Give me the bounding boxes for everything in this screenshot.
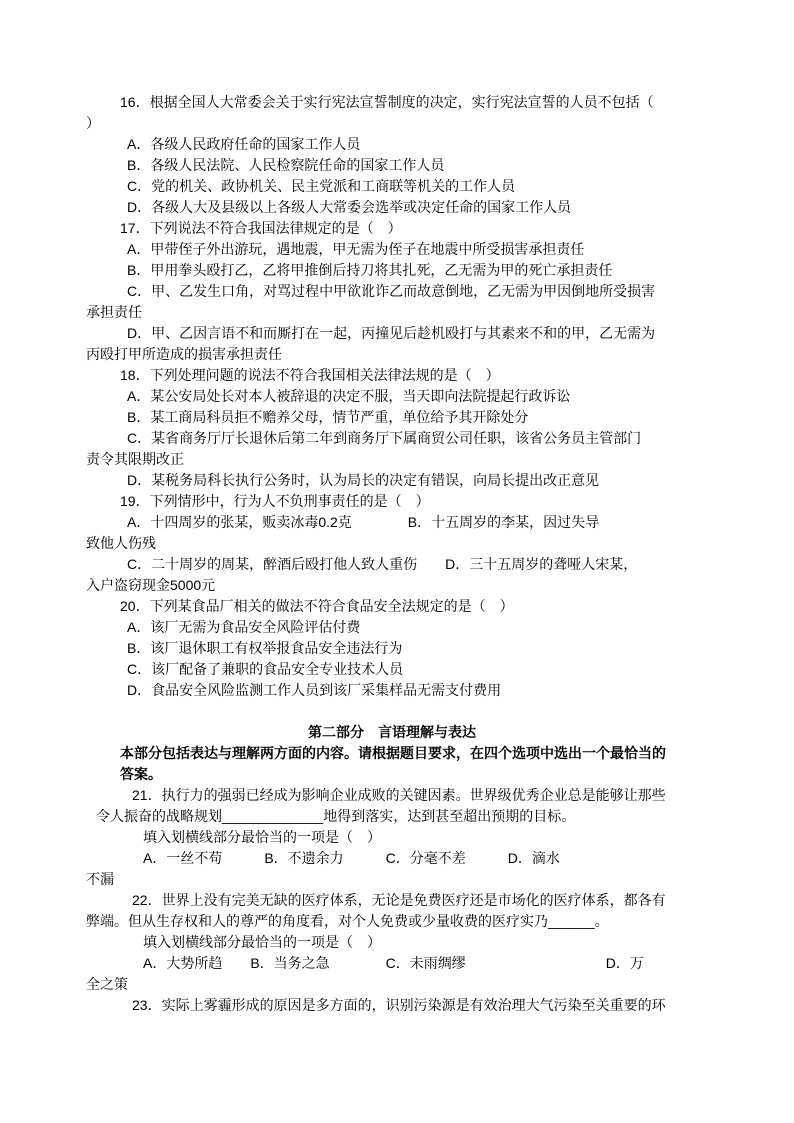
question-stem-line: 22．世界上没有完美无缺的医疗体系，无论是免费医疗还是市场化的医疗体系，都各有: [132, 892, 666, 908]
answer-option-line: D．某税务局科长执行公务时，认为局长的决定有错误，向局长提出改正意见: [127, 472, 600, 488]
answer-option-line: A．某公安局处长对本人被辞退的决定不服，当天即向法院提起行政诉讼: [127, 388, 571, 404]
blank-line: [86, 701, 698, 722]
answer-option-line: C．某省商务厅厅长退休后第二年到商务厅下属商贸公司任职，该省公务员主管部门: [127, 430, 642, 446]
answer-option-line: B．各级人民法院、人民检察院任命的国家工作人员: [127, 157, 445, 173]
answer-option-line: B．某工商局科员拒不赡养父母，情节严重，单位给予其开除处分: [127, 409, 529, 425]
question-stem-line: 17．下列说法不符合我国法律规定的是（ ）: [120, 220, 402, 236]
fill-blank-prompt-line: 填入划横线部分最恰当的一项是（ ）: [143, 829, 381, 845]
text-continuation-line: 不漏: [86, 871, 114, 887]
answer-option-line: A．该厂无需为食品安全风险评估付费: [127, 619, 361, 635]
question-stem-line: 18．下列处理问题的说法不符合我国相关法律法规的是（ ）: [120, 367, 500, 383]
answer-option-line: D．甲、乙因言语不和而厮打在一起，丙撞见后趁机殴打与其素来不和的甲，乙无需为: [127, 325, 656, 341]
answer-option-line: C．党的机关、政协机关、民主党派和工商联等机关的工作人员: [127, 178, 516, 194]
question-stem-line: 16．根据全国人大常委会关于实行宪法宣誓制度的决定，实行宪法宣誓的人员不包括（: [120, 94, 654, 110]
answer-option-line: B．该厂退休职工有权举报食品安全违法行为: [127, 640, 403, 656]
answer-option-line: A．十四周岁的张某，贩卖冰毒0.2克 B．十五周岁的李某，因过失导: [127, 514, 600, 530]
document-content: [86, 92, 698, 1016]
text-continuation-line: 全之策: [86, 976, 128, 992]
text-continuation-line: 致他人伤残: [86, 535, 156, 551]
answer-option-line: C．二十周岁的周某，醉酒后殴打他人致人重伤 D．三十五周岁的聋哑人宋某，: [127, 556, 638, 572]
text-continuation-line: 丙殴打甲所造成的损害承担责任: [86, 346, 282, 362]
answer-option-line: C．甲、乙发生口角，对骂过程中甲欲讹诈乙而故意倒地，乙无需为甲因倒地所受损害: [127, 283, 656, 299]
text-continuation-line: 令人振奋的战略规划_____________地得到落实，达到甚至超出预期的目标。: [96, 808, 576, 824]
question-stem-line: 21．执行力的强弱已经成为影响企业成败的关键因素。世界级优秀企业总是能够让那些: [132, 787, 666, 803]
section-instructions-line: 本部分包括表达与理解两方面的内容。请根据题目要求，在四个选项中选出一个最恰当的: [120, 745, 666, 761]
section-title: 第二部分 言语理解与表达: [308, 724, 476, 740]
answer-option-line: A．各级人民政府任命的国家工作人员: [127, 136, 361, 152]
answer-option-line: A．甲带侄子外出游玩，遇地震，甲无需为侄子在地震中所受损害承担责任: [127, 241, 585, 257]
answer-option-line: B．甲用拳头殴打乙，乙将甲推倒后持刀将其扎死，乙无需为甲的死亡承担责任: [127, 262, 613, 278]
text-continuation-line: ）: [86, 115, 100, 131]
question-stem-line: 19．下列情形中，行为人不负刑事责任的是（ ）: [120, 493, 430, 509]
section-instructions-line: 答案。: [120, 766, 162, 782]
fill-blank-prompt-line: 填入划横线部分最恰当的一项是（ ）: [143, 934, 381, 950]
answer-option-line: D．食品安全风险监测工作人员到该厂采集样品无需支付费用: [127, 682, 502, 698]
answer-options-row: A．一丝不苟 B．不遗余力 C．分毫不差 D．滴水: [143, 850, 560, 866]
text-continuation-line: 承担责任: [86, 304, 142, 320]
text-continuation-line: 入户盗窃现金5000元: [86, 577, 216, 593]
answer-option-line: C．该厂配备了兼职的食品安全专业技术人员: [127, 661, 404, 677]
question-stem-line: 20．下列某食品厂相关的做法不符合食品安全法规定的是（ ）: [120, 598, 514, 614]
answer-options-row: A．大势所趋 B．当务之急 C．未雨绸缪 D．万: [143, 955, 644, 971]
answer-option-line: D．各级人大及县级以上各级人大常委会选举或决定任命的国家工作人员: [127, 199, 572, 215]
text-continuation-line: 弊端。但从生存权和人的尊严的角度看，对个人免费或少量收费的医疗实乃______。: [86, 913, 609, 929]
question-stem-line: 23．实际上雾霾形成的原因是多方面的，识别污染源是有效治理大气污染至关重要的环: [132, 997, 666, 1013]
text-continuation-line: 责令其限期改正: [86, 451, 184, 467]
